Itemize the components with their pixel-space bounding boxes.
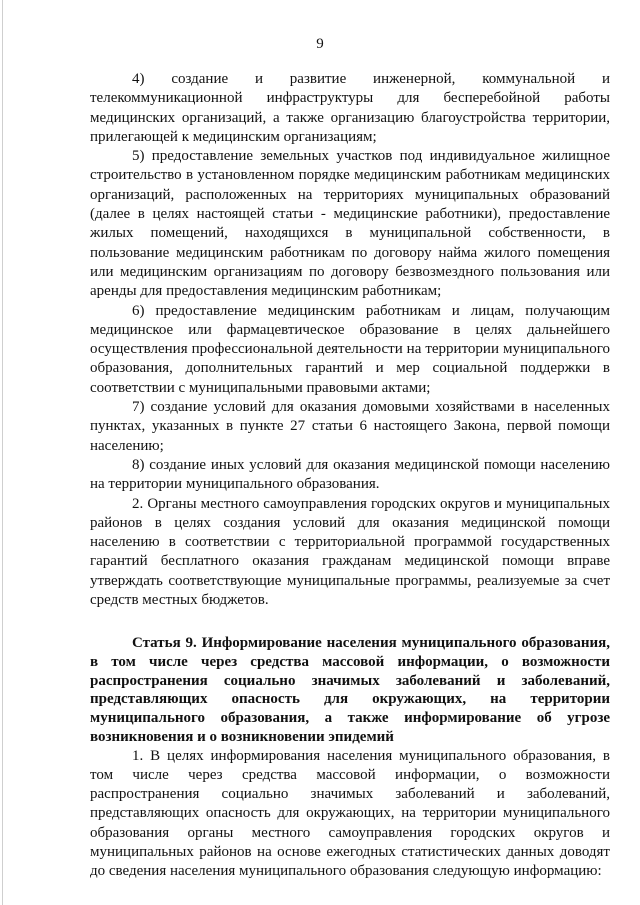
- paragraph-item-7: 7) создание условий для оказания домовыми хозяйствами в населенных пунктах, указанных в пункте 27 статьи 6 настоящего Закона, первой помощи населению;: [90, 399, 610, 454]
- page-number: 9: [316, 36, 324, 52]
- scan-edge: [2, 0, 3, 905]
- paragraph-item-6: 6) предоставление медицинским работникам и лицам, получающим медицинское или фармацевтическое образование в целях дальнейшего осуществления профессиональной деятельности на территории муниципального образования, дополнительных гарантий и мер социальной поддержки в соответствии с муниципальными правовыми актами;: [90, 302, 610, 396]
- article-9-heading: Статья 9. Информирование населения муниципального образования, в том числе через средства массовой информации, о возможности распространения социально значимых заболеваний и заболеваний, представляющих опасность для окружающих, на территории муниципального образования, а также информирование об угрозе возникновения и о возникновении эпидемий: [90, 635, 610, 745]
- document-body: [90, 70, 610, 882]
- paragraph-article-9-part-1: 1. В целях информирования населения муниципального образования, в том числе через средства массовой информации, о возможности распространения социально значимых заболеваний и заболеваний, представляющих опасность для окружающих, на территории муниципального образования органы местного самоуправления городских округов и муниципальных районов на основе ежегодных статистических данных доводят до сведения населения муниципального образования следующую информацию:: [90, 747, 610, 880]
- paragraph-item-4: 4) создание и развитие инженерной, коммунальной и телекоммуникационной инфраструктуры для бесперебойной работы медицинских организаций, а также организацию благоустройства территории, прилегающей к медицинским организациям;: [90, 71, 610, 145]
- paragraph-item-8: 8) создание иных условий для оказания медицинской помощи населению на территории муниципального образования.: [90, 456, 610, 493]
- paragraph-part-2: 2. Органы местного самоуправления городских округов и муниципальных районов в целях создания условий для оказания медицинской помощи населению в соответствии с территориальной программой государственных гарантий бесплатного оказания гражданам медицинской помощи вправе утверждать соответствующие муниципальные программы, реализуемые за счет средств местных бюджетов.: [90, 495, 610, 609]
- paragraph-item-5: 5) предоставление земельных участков под индивидуальное жилищное строительство в установленном порядке медицинским работникам медицинских организаций, расположенных на территориях муниципальных образований (далее в целях настоящей статьи - медицинские работники), предоставление жилых помещений, находящихся в муниципальной собственности, в пользование медицинским работникам по договору найма жилого помещения или медицинским организациям по договору безвозмездного пользования или аренды для предоставления медицинским работникам;: [90, 148, 610, 300]
